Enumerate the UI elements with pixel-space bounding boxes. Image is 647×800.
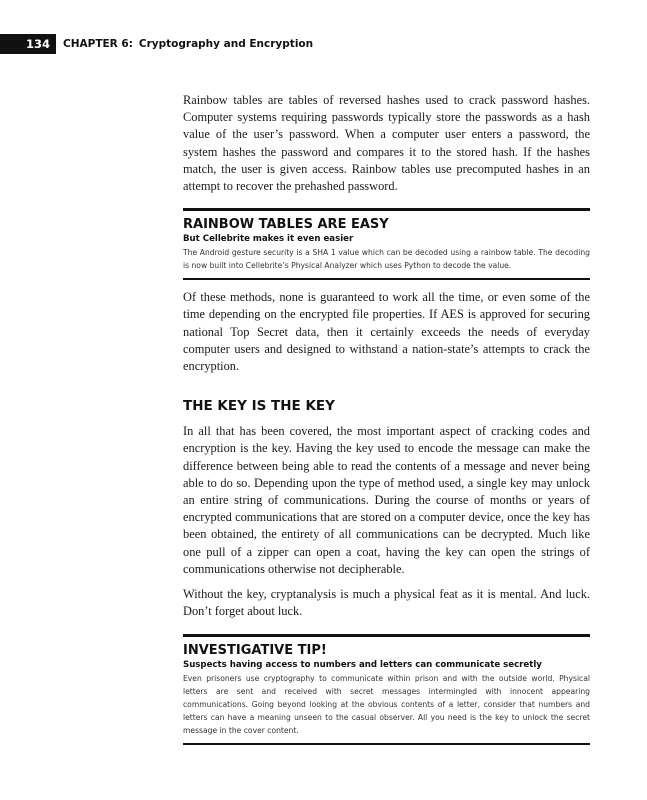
rainbow-intro-paragraph: Rainbow tables are tables of reversed hashes used to crack password hashes. Computer systems requiring passwords typically store the passwords as a hash value of the user’s password. When a computer user enters a password, the system hashes the password and compares it to the stored hash. If the hashes match, the user is given access. Rainbow tables use precomputed hashes in an attempt to recover the prehashed password. [183,93,590,194]
chapter-title: Cryptography and Encryption [138,38,314,50]
page-number: 134 [0,34,56,54]
sidebar-subheading: Suspects having access to numbers and letters can communicate secretly [183,660,542,671]
page-header [0,34,647,54]
sidebar-text: The Android gesture security is a SHA 1 value which can be decoded using a rainbow table. The decoding is now built into Cellebrite’s Physical Analyzer which uses Python to decode the value. [183,248,590,271]
chapter-label: CHAPTER 6: [63,38,133,50]
sidebar-text: Even prisoners use cryptography to communicate within prison and with the outside world. Physical letters are sent and received with secret messages intermingled with innocent appearing communications. Going beyond looking at the obvious contents of a letter, consider that numbers and letters can have a meaning unseen to the casual observer. All you need is the key to unlock the secret message in the cover content. [183,674,590,736]
key-paragraph: In all that has been covered, the most important aspect of cracking codes and encryption is the key. Having the key used to encode the message can make the difference between being able to read the contents of a message and never being able to do so. Depending upon the type of method used, a single key may unlock an entire string of communications. During the course of months or years of encrypted communications that are stored on a computer device, once the key has been obtained, the entirety of all communications can be decrypted. Much like one pull of a zipper can open a coat, having the key can open the strings of communications otherwise not decipherable. [183,424,590,576]
sidebar-heading: RAINBOW TABLES ARE EASY [183,217,389,233]
sidebar-investigative-tip [183,634,590,745]
sidebar-subheading: But Cellebrite makes it even easier [183,234,354,245]
sidebar-heading: INVESTIGATIVE TIP! [183,643,327,659]
page-body [183,92,590,745]
without-key-paragraph: Without the key, cryptanalysis is much a physical feat as it is mental. And luck. Don’t forget about luck. [183,587,590,619]
methods-paragraph: Of these methods, none is guaranteed to work all the time, or even some of the time depending on the encrypted file properties. If AES is approved for securing national Top Secret data, then it certainly exceeds the needs of everyday computer users and designed to withstand a nation-state’s attempts to crack the encryption. [183,290,590,374]
section-heading-key: THE KEY IS THE KEY [183,398,335,415]
running-head [63,34,313,54]
sidebar-rainbow-tables [183,208,590,280]
